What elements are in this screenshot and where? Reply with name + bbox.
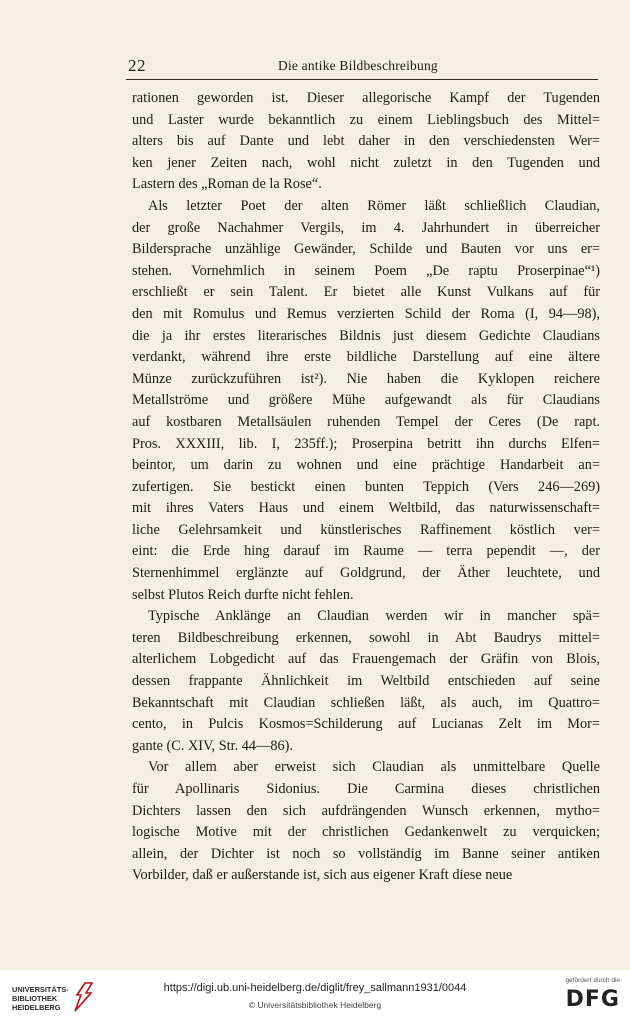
text-line: die ja ihr erstes literarisches Bildnis just diesem Gedichte Claudians [132,327,600,344]
text-line: alters bis auf Dante und lebt daher in den verschiedensten Wer= [132,133,600,150]
viewer-footer [0,970,630,1018]
text-line: Pros. XXXIII, lib. I, 235ff.); Proserpina betritt ihn durchs Elfen= [132,435,600,452]
text-line: mit ihres Vaters Haus und einem Weltbild, das naturwissenschaft= [132,500,600,517]
text-line: beintor, um darin zu wohnen und eine prächtige Handarbeit an= [132,457,600,474]
copyright-notice: © Universitätsbibliothek Heidelberg [248,1000,382,1010]
text-line: eint: die Erde hing darauf im Raume — terra pependit —, der [132,543,600,560]
text-line: cento, in Pulcis Kosmos=Schilderung auf Lucianas Zelt im Mor= [132,716,600,733]
text-line: dessen frappante Ähnlichkeit im Weltbild entschieden auf seine [132,673,600,690]
text-line: Münze zurückzuführen ist²). Nie haben die Kyklopen reichere [132,370,600,387]
text-line: den mit Romulus und Remus verzierten Schild der Roma (I, 94—98), [132,305,600,322]
text-line: Dichters lassen den sich aufdrängenden Wunsch erkennen, mytho= [132,802,600,819]
text-line: Metallströme und größere Mühe aufgewandt als für Claudians [132,392,600,409]
library-name-line: HEIDELBERG [12,1003,61,1012]
text-line: selbst Plutos Reich durfte nicht fehlen. [132,586,354,603]
text-line: Lastern des „Roman de la Rose“. [132,176,322,193]
page-url-link[interactable]: https://digi.ub.uni-heidelberg.de/diglit/frey_sallmann1931/0044 [163,982,467,994]
text-line: verdankt, während ihre erste bildliche Darstellung auf eine ältere [132,349,600,366]
text-line: stehen. Vornehmlich in seinem Poem „De raptu Proserpinae“¹) [132,262,600,279]
text-line: gante (C. XIV, Str. 44—86). [132,737,293,754]
text-line: für Apollinaris Sidonius. Die Carmina dieses christlichen [132,781,600,797]
text-line: Vorbilder, daß er außerstande ist, sich aus eigener Kraft diese neue [132,867,513,884]
text-line: alterlichem Lobgedicht auf das Frauengemach der Gräfin von Blois, [132,651,600,668]
body-text [132,88,600,887]
text-line: erschließt er sein Talent. Er bietet alle Kunst Vulkans auf für [132,284,600,301]
dfg-logo[interactable]: DFG [565,987,620,1012]
text-line: Als letzter Poet der alten Römer läßt schließlich Claudian, [148,197,600,214]
text-line: Bekanntschaft mit Claudian schließen läßt, als auch, im Quattro= [132,694,600,711]
text-line: auf kostbaren Metallsäulen ruhenden Tempel der Ceres (De rapt. [132,413,600,430]
text-line: Sternenhimmel erglänzte auf Goldgrund, der Äther leuchtete, und [132,565,600,582]
funding-note: gefördert durch die [565,977,620,984]
page-header [126,56,598,80]
text-line: allein, der Dichter ist noch so vollständig im Banne seiner antiken [132,845,600,862]
text-line: und Laster wurde bekanntlich zu einem Lieblingsbuch des Mittel= [132,111,600,128]
text-line: zufertigen. Sie bestickt einen bunten Teppich (Vers 246—269) [132,478,600,495]
library-name-line: BIBLIOTHEK [12,994,58,1003]
text-line: logische Motive mit der christlichen Gedankenwelt zu verquicken; [132,824,600,841]
text-line: ken jener Zeiten nach, wohl nicht zuletzt in den Tugenden und [132,154,600,171]
header-rule [126,79,598,80]
page-number: 22 [128,56,146,75]
text-line: liche Gelehrsamkeit und künstlerisches Raffinement köstlich ver= [132,521,600,538]
text-line: Vor allem aber erweist sich Claudian als unmittelbare Quelle [148,759,600,776]
text-line: rationen geworden ist. Dieser allegorische Kampf der Tugenden [132,90,600,106]
text-line: teren Bildbeschreibung erkennen, sowohl in Abt Baudrys mittel= [132,629,600,646]
library-name-line: UNIVERSITÄTS- [12,985,69,994]
text-line: Bildersprache unzählige Gewänder, Schilde und Bauten vor uns er= [132,241,600,258]
running-title: Die antike Bildbeschreibung [278,58,438,73]
text-line: der große Nachahmer Vergils, im 4. Jahrhundert in überreicher [132,219,600,236]
text-line: Typische Anklänge an Claudian werden wir in mancher spä= [148,608,600,625]
